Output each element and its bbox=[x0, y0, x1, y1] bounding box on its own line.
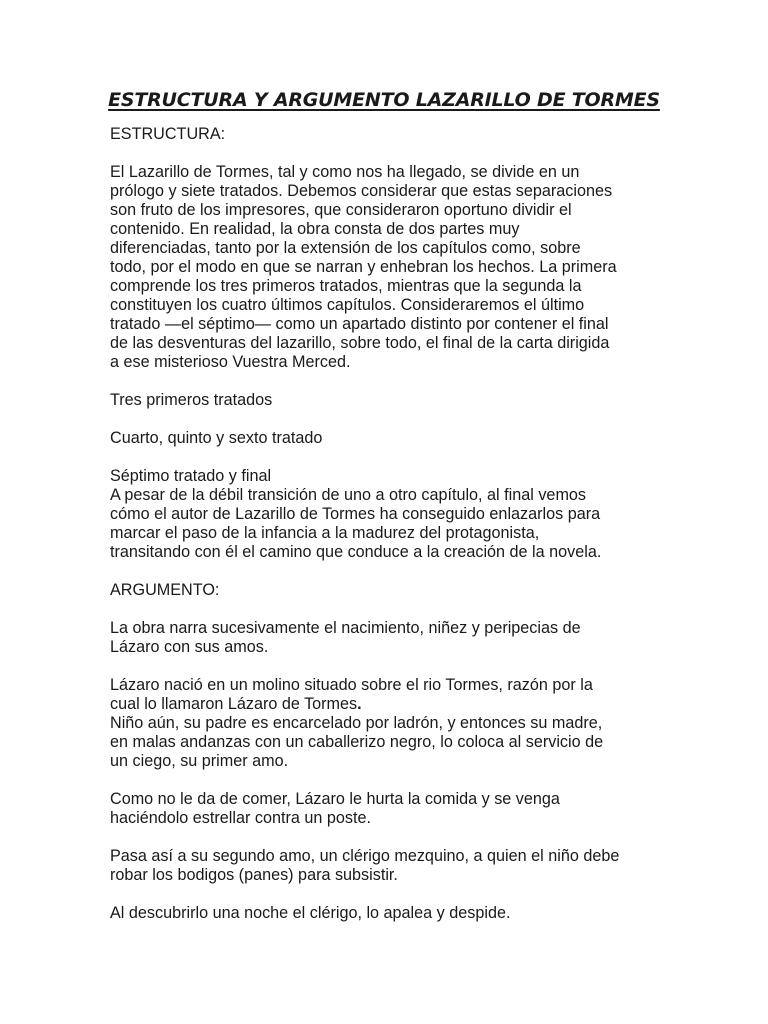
paragraph-clerigo bbox=[110, 847, 670, 885]
text-line: todo, por el modo en que se narran y enhebran los hechos. La primera bbox=[110, 258, 617, 276]
document-title: ESTRUCTURA Y ARGUMENTO LAZARILLO DE TORMES bbox=[108, 89, 660, 111]
section-heading-argumento: ARGUMENTO: bbox=[110, 581, 220, 599]
text-line: El Lazarillo de Tormes, tal y como nos ha llegado, se divide en un bbox=[110, 163, 580, 181]
text-line: son fruto de los impresores, que consideraron oportuno dividir el bbox=[110, 201, 572, 219]
text-line: Lázaro nació en un molino situado sobre el rio Tormes, razón por la bbox=[110, 676, 593, 694]
text-line: comprende los tres primeros tratados, mientras que la segunda la bbox=[110, 277, 582, 295]
paragraph-estructura bbox=[110, 163, 670, 372]
subheading-tres-primeros: Tres primeros tratados bbox=[110, 391, 273, 409]
text-line: en malas andanzas con un caballerizo negro, lo coloca al servicio de bbox=[110, 733, 604, 751]
text-line: Lázaro con sus amos. bbox=[110, 638, 269, 656]
text-line: cómo el autor de Lazarillo de Tormes ha conseguido enlazarlos para bbox=[110, 505, 601, 523]
paragraph-septimo bbox=[110, 486, 670, 562]
text-line: haciéndolo estrellar contra un poste. bbox=[110, 809, 371, 827]
text-line: tratado —el séptimo— como un apartado distinto por contener el final bbox=[110, 315, 609, 333]
text-line: prólogo y siete tratados. Debemos considerar que estas separaciones bbox=[110, 182, 613, 200]
subheading-septimo: Séptimo tratado y final bbox=[110, 467, 272, 485]
text-line: a ese misterioso Vuestra Merced. bbox=[110, 353, 351, 371]
text-line: transitando con él el camino que conduce a la creación de la novela. bbox=[110, 543, 602, 561]
text-line-content: cual lo llamaron Lázaro de Tormes bbox=[110, 695, 358, 713]
text-line: robar los bodigos (panes) para subsistir. bbox=[110, 866, 398, 884]
text-line: Como no le da de comer, Lázaro le hurta la comida y se venga bbox=[110, 790, 560, 808]
paragraph-argumento-intro bbox=[110, 619, 670, 657]
text-line bbox=[110, 695, 670, 714]
document-body bbox=[110, 125, 670, 923]
paragraph-ciego bbox=[110, 790, 670, 828]
text-line: A pesar de la débil transición de uno a otro capítulo, al final vemos bbox=[110, 486, 587, 504]
text-line: marcar el paso de la infancia a la madurez del protagonista, bbox=[110, 524, 540, 542]
subheading-cuarto-quinto-sexto: Cuarto, quinto y sexto tratado bbox=[110, 429, 323, 447]
closing-period: . bbox=[357, 695, 362, 713]
text-line: diferenciadas, tanto por la extensión de los capítulos como, sobre bbox=[110, 239, 581, 257]
paragraph-nacimiento bbox=[110, 676, 670, 771]
text-line: un ciego, su primer amo. bbox=[110, 752, 289, 770]
text-line: contenido. En realidad, la obra consta de dos partes muy bbox=[110, 220, 520, 238]
paragraph-despide bbox=[110, 904, 670, 923]
text-line: Niño aún, su padre es encarcelado por ladrón, y entonces su madre, bbox=[110, 714, 603, 732]
text-line: Pasa así a su segundo amo, un clérigo mezquino, a quien el niño debe bbox=[110, 847, 620, 865]
section-heading-estructura: ESTRUCTURA: bbox=[110, 125, 226, 143]
text-line: constituyen los cuatro últimos capítulos. Consideraremos el último bbox=[110, 296, 585, 314]
text-line: La obra narra sucesivamente el nacimiento, niñez y peripecias de bbox=[110, 619, 581, 637]
text-line: Al descubrirlo una noche el clérigo, lo apalea y despide. bbox=[110, 904, 511, 922]
text-line: de las desventuras del lazarillo, sobre todo, el final de la carta dirigida bbox=[110, 334, 610, 352]
